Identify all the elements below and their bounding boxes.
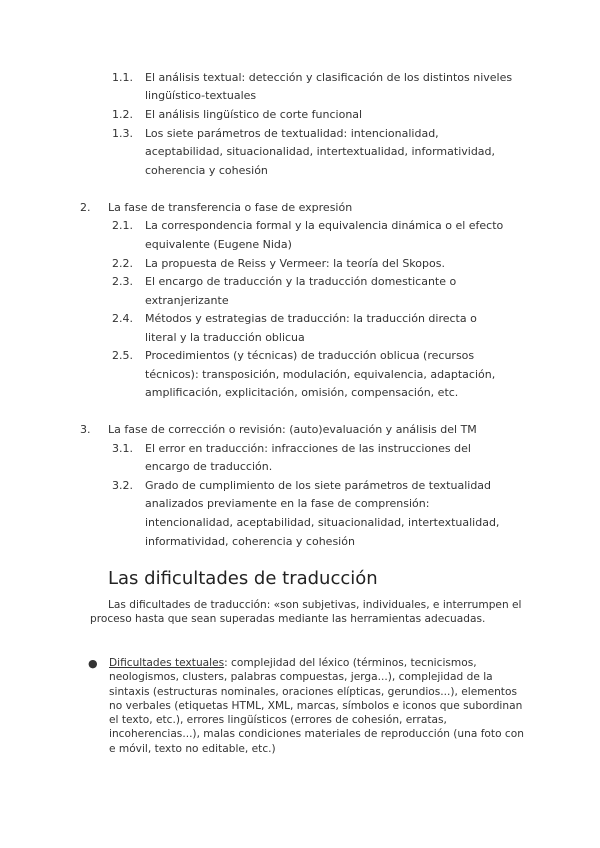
item-line: informatividad, coherencia y cohesión — [145, 535, 355, 548]
item-number: 2.4. — [112, 312, 133, 325]
bullet-icon: ● — [88, 657, 98, 670]
bullet-label: Dificultades textuales — [109, 657, 225, 669]
item-number: 2.5. — [112, 349, 133, 362]
item-line: literal y la traducción oblicua — [145, 331, 305, 344]
item-number: 3.2. — [112, 479, 133, 492]
item-line: El análisis lingüístico de corte funcional — [145, 108, 363, 121]
item-number: 1.2. — [112, 108, 133, 121]
item-line: aceptabilidad, situacionalidad, intertextualidad, informatividad, — [145, 145, 496, 158]
item-number: 2.1. — [112, 219, 133, 232]
bullet-body: : complejidad del léxico (términos, tecnicismos, neologismos, clusters, palabras compuestas, jerga...), complejidad de la sintaxis (estructuras nominales, oraciones elípticas, gerundios...), elementos no verbales (etiquetas HTML, XML, marcas, símbolos e iconos que subordinan el texto, etc.), errores lingüísticos (errores de cohesión, erratas, incoherencias...), malas condiciones materiales de reproducción (una foto con e móvil, texto no editable, etc.) — [109, 657, 524, 755]
item-number: 2.2. — [112, 257, 133, 270]
intro-paragraph: Las dificultades de traducción: «son subjetivas, individuales, e interrumpen el proceso hasta que sean superadas mediante las herramientas adecuadas. — [90, 599, 522, 625]
bullet-item — [109, 656, 529, 756]
item-line: lingüístico-textuales — [145, 89, 257, 102]
section-number: 2. — [80, 201, 91, 214]
item-line: Grado de cumplimiento de los siete parámetros de textualidad — [145, 479, 492, 492]
item-line: El análisis textual: detección y clasificación de los distintos niveles — [145, 71, 513, 84]
item-number: 1.1. — [112, 71, 133, 84]
item-line: Los siete parámetros de textualidad: intencionalidad, — [145, 127, 439, 140]
page-heading: Las dificultades de traducción — [108, 568, 378, 589]
item-line: extranjerizante — [145, 294, 229, 307]
item-number: 2.3. — [112, 275, 133, 288]
item-number: 1.3. — [112, 127, 133, 140]
item-line: Métodos y estrategias de traducción: la traducción directa o — [145, 312, 477, 325]
item-line: La correspondencia formal y la equivalencia dinámica o el efecto — [145, 219, 504, 232]
item-line: coherencia y cohesión — [145, 164, 268, 177]
section-title: La fase de transferencia o fase de expresión — [108, 201, 353, 214]
section-number: 3. — [80, 423, 91, 436]
item-line: amplificación, explicitación, omisión, compensación, etc. — [145, 386, 459, 399]
item-line: analizados previamente en la fase de comprensión: — [145, 497, 430, 510]
item-line: El encargo de traducción y la traducción domesticante o — [145, 275, 457, 288]
item-line: La propuesta de Reiss y Vermeer: la teoría del Skopos. — [145, 257, 445, 270]
section-title: La fase de corrección o revisión: (auto)evaluación y análisis del TM — [108, 423, 477, 436]
item-number: 3.1. — [112, 442, 133, 455]
item-line: equivalente (Eugene Nida) — [145, 238, 292, 251]
item-line: El error en traducción: infracciones de las instrucciones del — [145, 442, 471, 455]
item-line: intencionalidad, aceptabilidad, situacionalidad, intertextualidad, — [145, 516, 500, 529]
item-line: Procedimientos (y técnicas) de traducción oblicua (recursos — [145, 349, 475, 362]
item-line: técnicos): transposición, modulación, equivalencia, adaptación, — [145, 368, 496, 381]
item-line: encargo de traducción. — [145, 460, 273, 473]
